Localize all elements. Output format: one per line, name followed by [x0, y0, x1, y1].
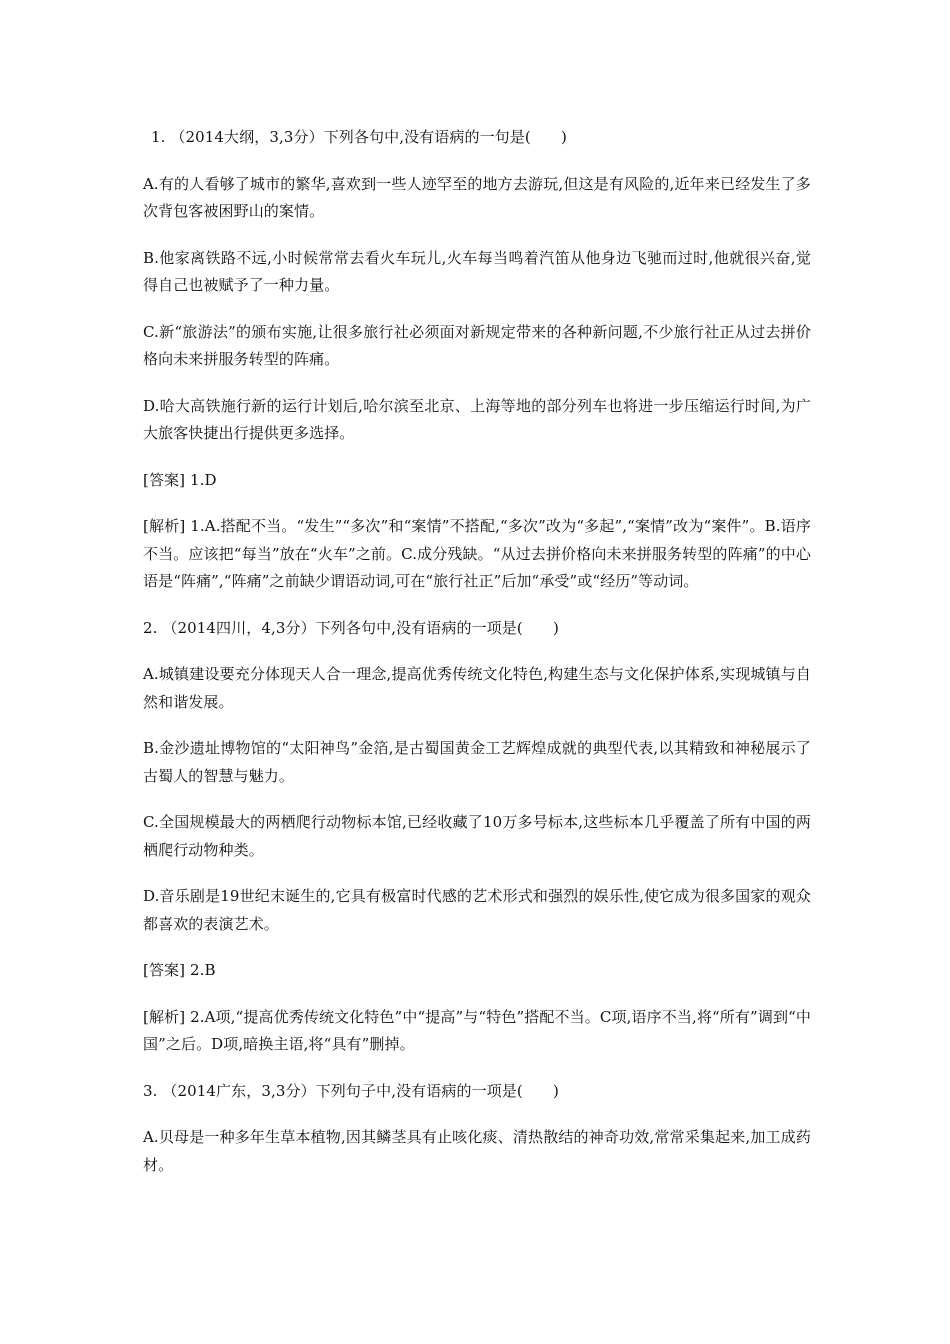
question-2-answer: [答案] 2.B — [143, 961, 216, 979]
question-1-option-d: D.哈大高铁施行新的运行计划后,哈尔滨至北京、上海等地的部分列车也将进一步压缩运行时间,为广大旅客快捷出行提供更多选择。 — [143, 396, 811, 442]
question-1-option-a: A.有的人看够了城市的繁华,喜欢到一些人迹罕至的地方去游玩,但这是有风险的,近年来已经发生了多次背包客被困野山的案情。 — [143, 174, 811, 220]
question-1-option-b: B.他家离铁路不远,小时候常常去看火车玩儿,火车每当鸣着汽笛从他身边飞驰而过时,他就很兴奋,觉得自己也被赋予了一种力量。 — [143, 248, 811, 294]
question-2-option-a: A.城镇建设要充分体现天人合一理念,提高优秀传统文化特色,构建生态与文化保护体系,实现城镇与自然和谐发展。 — [143, 665, 811, 711]
document-body — [143, 124, 811, 1198]
question-2-analysis: [解析] 2.A项,“提高优秀传统文化特色”中“提高”与“特色”搭配不当。C项,语序不当,将“所有”调到“中国”之后。D项,暗换主语,将“具有”删掉。 — [143, 1007, 811, 1053]
question-1-option-c: C.新“旅游法”的颁布实施,让很多旅行社必须面对新规定带来的各种新问题,不少旅行社正从过去拼价格向未来拼服务转型的阵痛。 — [143, 322, 811, 368]
question-3-stem: 3. （2014广东，3,3分）下列句子中,没有语病的一项是( ) — [143, 1081, 559, 1100]
question-1-stem: 1. （2014大纲，3,3分）下列各句中,没有语病的一句是( ) — [151, 128, 567, 146]
question-2-option-b: B.金沙遗址博物馆的“太阳神鸟”金箔,是古蜀国黄金工艺辉煌成就的典型代表,以其精致和神秘展示了古蜀人的智慧与魅力。 — [143, 739, 811, 785]
question-1-analysis: [解析] 1.A.搭配不当。“发生”“多次”和“案情”不搭配,“多次”改为“多起”,“案情”改为“案件”。B.语序不当。应该把“每当”放在“火车”之前。C.成分残缺。“从过去拼价格向未来拼服务转型的阵痛”的中心语是“阵痛”,“阵痛”之前缺少谓语动词,可在“旅行社正”后加“承受”或“经历”等动词。 — [143, 517, 811, 590]
question-3-option-a: A.贝母是一种多年生草本植物,因其鳞茎具有止咳化痰、清热散结的神奇功效,常常采集起来,加工成药材。 — [143, 1128, 811, 1174]
question-2-option-c: C.全国规模最大的两栖爬行动物标本馆,已经收藏了10万多号标本,这些标本几乎覆盖了所有中国的两栖爬行动物种类。 — [143, 813, 811, 859]
question-1-answer: [答案] 1.D — [143, 470, 217, 489]
question-2-stem: 2. （2014四川，4,3分）下列各句中,没有语病的一项是( ) — [143, 618, 559, 637]
question-2-option-d: D.音乐剧是19世纪末诞生的,它具有极富时代感的艺术形式和强烈的娱乐性,使它成为很多国家的观众都喜欢的表演艺术。 — [143, 887, 811, 933]
